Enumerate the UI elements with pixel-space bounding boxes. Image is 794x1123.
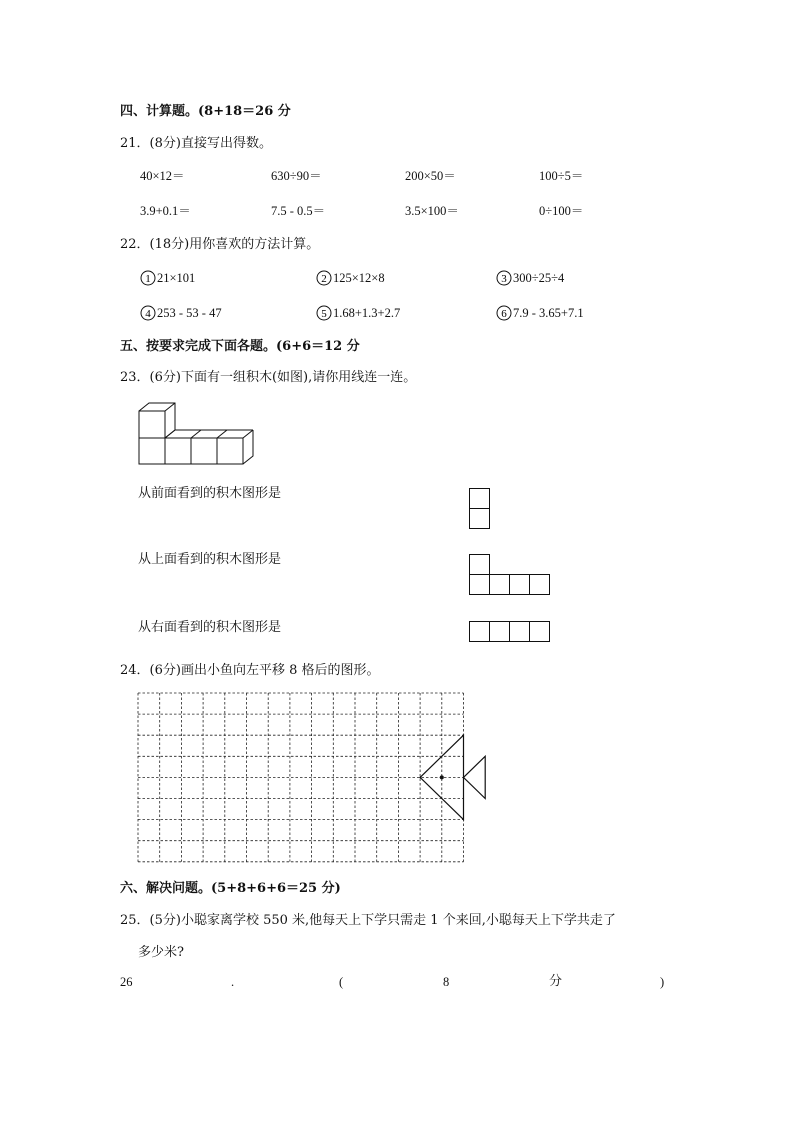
view-four-in-row [469, 621, 551, 643]
building-blocks-figure [136, 400, 256, 470]
q22-item: 21×101 [157, 271, 196, 285]
q21-item: 630÷90＝ [271, 169, 322, 183]
q24-title: 24．(6分)画出小鱼向左平移 8 格后的图形。 [120, 663, 380, 678]
section-four-heading: 四、计算题。(8+18＝26 分 [120, 104, 291, 119]
q26-open-paren: ( [339, 975, 344, 989]
svg-text:3: 3 [501, 273, 507, 285]
q26-number: 26 [120, 975, 133, 989]
svg-text:5: 5 [321, 308, 327, 320]
section-six-heading: 六、解决问题。(5+8+6+6＝25 分) [120, 881, 341, 896]
q23-top-label: 从上面看到的积木图形是 [138, 552, 282, 567]
q21-item: 0÷100＝ [539, 204, 584, 218]
q21-item: 3.9+0.1＝ [140, 204, 191, 218]
q22-item: 300÷25÷4 [513, 271, 565, 285]
q23-front-label: 从前面看到的积木图形是 [138, 486, 282, 501]
q26-unit: 分 [549, 974, 563, 989]
section-five-heading: 五、按要求完成下面各题。(6+6＝12 分 [120, 339, 360, 354]
q21-title: 21．(8分)直接写出得数。 [120, 136, 272, 151]
svg-text:2: 2 [321, 273, 327, 285]
q22-item: 253 - 53 - 47 [157, 306, 222, 320]
q25-line1: 25．(5分)小聪家离学校 550 米,他每天上下学只需走 1 个来回,小聪每天上下学共走了 [120, 913, 616, 928]
circled-number-2 [316, 270, 332, 286]
svg-text:6: 6 [501, 308, 507, 320]
fish-eye [440, 775, 444, 779]
svg-text:4: 4 [145, 308, 151, 320]
fish-tail [464, 756, 486, 798]
circled-number-5 [316, 305, 332, 321]
q21-item: 40×12＝ [140, 169, 185, 183]
fish-grid [137, 692, 467, 864]
view-l-shape [469, 554, 551, 596]
q21-item: 100÷5＝ [539, 169, 584, 183]
view-two-stacked [469, 488, 491, 530]
q22-item: 1.68+1.3+2.7 [333, 306, 401, 320]
svg-text:1: 1 [145, 273, 151, 285]
q26-close-paren: ) [660, 975, 665, 989]
q25-line2: 多少米? [138, 945, 184, 960]
circled-number-4 [140, 305, 156, 321]
circled-number-6 [496, 305, 512, 321]
circled-number-3 [496, 270, 512, 286]
q21-item: 200×50＝ [405, 169, 456, 183]
q21-item: 7.5 - 0.5＝ [271, 204, 326, 218]
q26-dot: . [231, 975, 235, 989]
q23-title: 23．(6分)下面有一组积木(如图),请你用线连一连。 [120, 370, 417, 385]
q22-item: 125×12×8 [333, 271, 385, 285]
q21-item: 3.5×100＝ [405, 204, 459, 218]
q23-right-label: 从右面看到的积木图形是 [138, 620, 282, 635]
q22-title: 22．(18分)用你喜欢的方法计算。 [120, 237, 320, 252]
circled-number-1 [140, 270, 156, 286]
q22-item: 7.9 - 3.65+7.1 [513, 306, 584, 320]
q26-score: 8 [443, 975, 450, 989]
